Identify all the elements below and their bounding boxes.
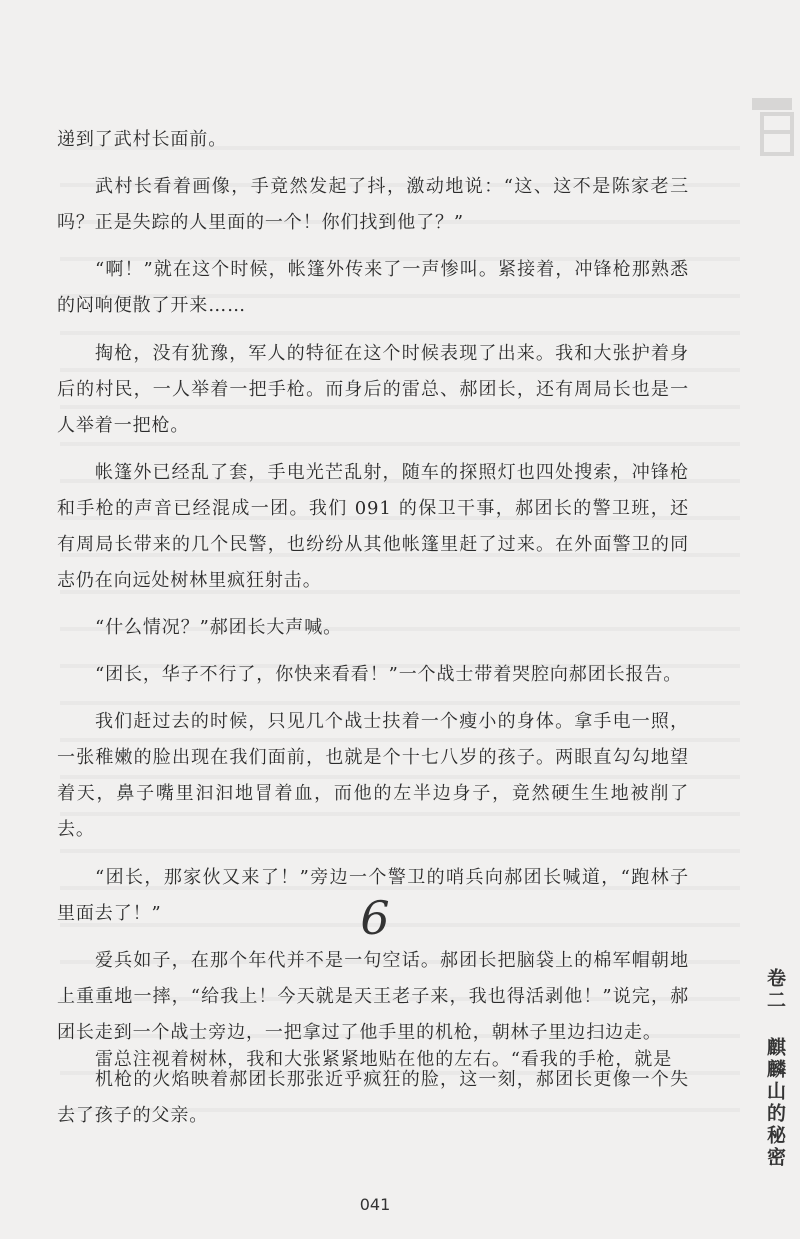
running-section-title: 卷二 麒麟山的秘密 (764, 968, 786, 1169)
paragraph: “啊！”就在这个时候，帐篷外传来了一声惨叫。紧接着，冲锋枪那熟悉的闷响便散了开来…… (57, 259, 689, 317)
paragraph: 机枪的火焰映着郝团长那张近乎疯狂的脸，这一刻，郝团长更像一个失去了孩子的父亲。 (57, 1068, 689, 1126)
paragraph: 递到了武村长面前。 (57, 129, 228, 150)
paragraph: “什么情况？”郝团长大声喊。 (95, 616, 343, 638)
paragraph: 掏枪，没有犹豫，军人的特征在这个时候表现了出来。我和大张护着身后的村民，一人举着一把手枪。而身后的雷总、郝团长，还有周局长也是一人举着一把枪。 (57, 342, 689, 436)
paragraph: “团长，华子不行了，你快来看看！”一个战士带着哭腔向郝团长报告。 (95, 664, 683, 686)
body-text (57, 122, 689, 1145)
page-number: 041 (359, 1195, 391, 1214)
chapter-number: 6 (360, 891, 390, 945)
paragraph: 帐篷外已经乱了套，手电光芒乱射，随车的探照灯也四处搜索，冲锋枪和手枪的声音已经混成一团。我们 091 的保卫干事，郝团长的警卫班，还有周局长带来的几个民警，也纷纷从其他帐篷里赶了过来。在外面警卫的同志仍在向远处树林里疯狂射击。 (57, 461, 689, 591)
paragraph: 雷总注视着树林，我和大张紧紧地贴在他的左右。“看我的手枪，就是 (95, 1049, 673, 1070)
paragraph: 爱兵如子，在那个年代并不是一句空话。郝团长把脑袋上的棉军帽朝地上重重地一摔，“给我上！今天就是天王老子来，我也得活剥他！”说完，郝团长走到一个战士旁边，一把拿过了他手里的机枪，朝林子里边扫边走。 (57, 949, 689, 1043)
paragraph: “团长，那家伙又来了！”旁边一个警卫的哨兵向郝团长喊道，“跑林子里面去了！” (57, 866, 689, 924)
paragraph: 武村长看着画像，手竟然发起了抖，激动地说：“这、这不是陈家老三吗？正是失踪的人里面的一个！你们找到他了？” (57, 176, 689, 234)
corner-decoration-icon (744, 92, 800, 162)
paragraph: 我们赶过去的时候，只见几个战士扶着一个瘦小的身体。拿手电一照，一张稚嫩的脸出现在我们面前，也就是个十七八岁的孩子。两眼直勾勾地望着天，鼻子嘴里汩汩地冒着血，而他的左半边身子，竟然硬生生地被削了去。 (57, 711, 689, 841)
